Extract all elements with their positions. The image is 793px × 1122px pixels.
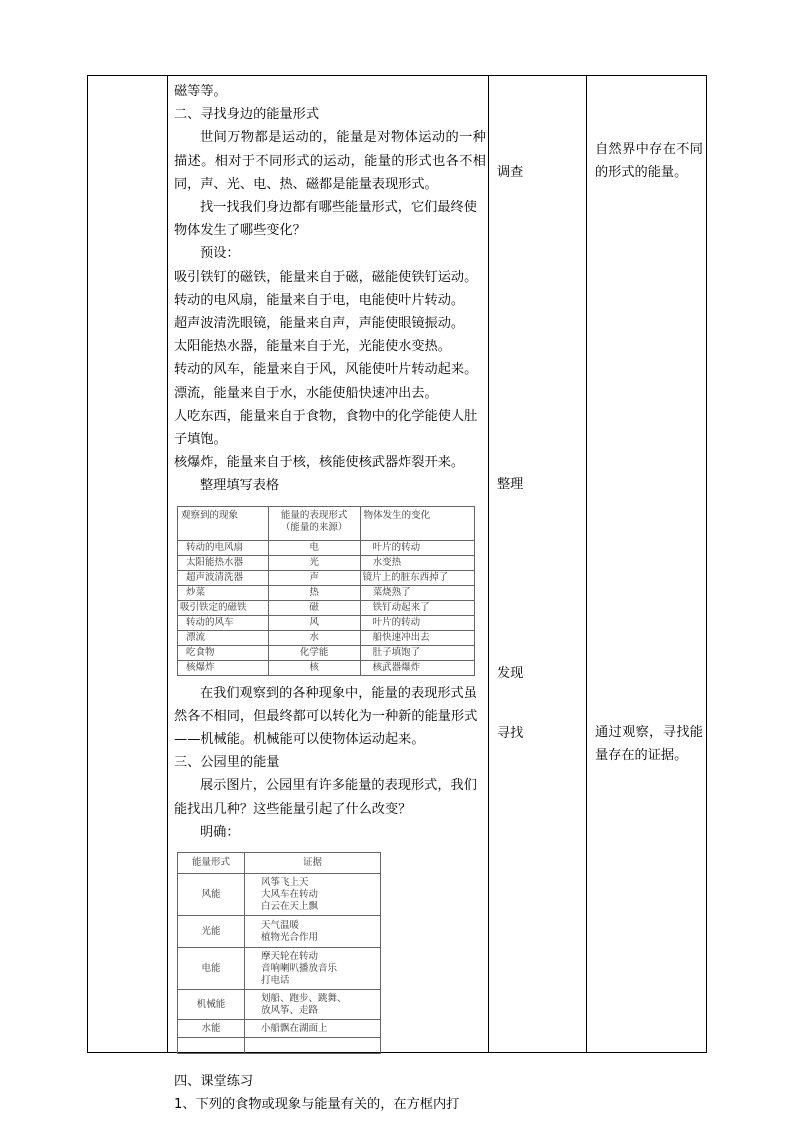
paragraph-3: 在我们观察到的各种现象中，能量的表现形式虽然各不相同，但最终都可以转化为一种新的能量形式——机械能。机械能可以使物体运动起来。 — [174, 685, 478, 748]
goal-text: 通过观察，寻找能量存在的证据。 — [595, 725, 703, 763]
table-cell: 吃食物 — [178, 645, 269, 660]
table-cell: 热 — [268, 585, 360, 600]
section-heading-3: 三、公园里的能量 — [174, 755, 280, 771]
table-header: 物体发生的变化 — [360, 506, 474, 540]
table-cell: 声 — [268, 570, 360, 585]
section-heading-4: 四、课堂练习 — [174, 1074, 254, 1090]
table-cell: 核 — [268, 660, 360, 675]
table-header-text: 能量的表现形式 — [280, 509, 348, 521]
evidence-line: 天气温暖 — [261, 919, 300, 931]
table-cell — [245, 874, 381, 916]
table-cell: 肚子填饱了 — [360, 645, 474, 660]
table-cell — [245, 990, 381, 1020]
activity-discover: 发现 — [497, 666, 524, 681]
table-cell — [245, 916, 381, 948]
evidence-line: 风筝飞上天 — [261, 876, 309, 888]
table-cell: 漂流 — [178, 630, 269, 645]
table-cell: 风能 — [178, 874, 245, 916]
table-cell: 磁 — [268, 600, 360, 615]
table-cell: 超声波清洗器 — [178, 570, 269, 585]
evidence-line: 打电话 — [261, 974, 290, 986]
table-cell: 太阳能热水器 — [178, 555, 269, 570]
table-cell: 铁钉动起来了 — [360, 600, 474, 615]
table-cell: 核爆炸 — [178, 660, 269, 675]
table-cell: 转动的电风扇 — [178, 540, 269, 555]
goal-1 — [595, 138, 703, 184]
table-row — [178, 916, 381, 948]
evidence-line: 放风筝、走路 — [261, 1004, 319, 1016]
table-row — [178, 630, 475, 645]
column-divider-3 — [586, 76, 587, 1052]
table-row — [178, 555, 475, 570]
table-row — [178, 660, 475, 675]
column-divider-2 — [488, 76, 489, 1052]
clarify-label: 明确： — [200, 824, 240, 840]
table-cell: 电 — [268, 540, 360, 555]
table-cell: 水 — [268, 630, 360, 645]
table-cell: 机械能 — [178, 990, 245, 1020]
table-header-row — [178, 853, 381, 874]
continued-text: 磁等等。 — [174, 84, 227, 99]
table-cell: 水变热 — [360, 555, 474, 570]
table-row — [178, 615, 475, 630]
table-cell: 吸引铁定的磁铁 — [178, 600, 269, 615]
evidence-line: 摩天轮在转动 — [261, 950, 319, 962]
table-header: 观察到的现象 — [178, 506, 269, 540]
evidence-line: 大风车在转动 — [261, 888, 319, 900]
activity-survey: 调查 — [497, 165, 524, 180]
table-cell: 光 — [268, 555, 360, 570]
table-row — [178, 600, 475, 615]
table-cell: 风 — [268, 615, 360, 630]
activity-organize: 整理 — [497, 477, 524, 492]
example-line: 转动的风车，能量来自于风，风能使叶片转动起来。 — [174, 362, 478, 378]
example-line: 转动的电风扇，能量来自于电，电能使叶片转动。 — [174, 292, 465, 308]
table-cell: 光能 — [178, 916, 245, 948]
table-cell: 化学能 — [268, 645, 360, 660]
table-cell: 镜片上的脏东西掉了 — [360, 570, 474, 585]
park-energy-table — [177, 852, 381, 1054]
preset-label: 预设： — [200, 246, 240, 262]
energy-observation-table — [177, 506, 475, 676]
table-row — [178, 990, 381, 1020]
example-line: 漂流，能量来自于水，水能使船快速冲出去。 — [174, 385, 438, 401]
table-header: 证据 — [245, 853, 381, 874]
goal-text: 自然界中存在不同的形式的能量。 — [595, 142, 703, 180]
table-caption: 整理填写表格 — [200, 478, 280, 494]
paragraph-4: 展示图片，公园里有许多能量的表现形式，我们能找出几种？这些能量引起了什么改变？ — [174, 778, 477, 817]
evidence-line: 音响喇叭播放音乐 — [261, 962, 338, 974]
table-cell: 叶片的转动 — [360, 615, 474, 630]
table-cell: 菜烧熟了 — [360, 585, 474, 600]
evidence-line: 划船、跑步、跳舞、 — [261, 992, 347, 1004]
section-heading-2: 二、寻找身边的能量形式 — [174, 107, 320, 123]
table-row — [178, 1038, 381, 1054]
table-row — [178, 585, 475, 600]
column-divider-1 — [167, 76, 168, 1052]
table-row — [178, 948, 381, 990]
goal-2 — [595, 721, 703, 767]
evidence-line: 白云在天上飘 — [261, 900, 319, 912]
evidence-line: 植物光合作用 — [261, 931, 319, 943]
table-cell: 炒菜 — [178, 585, 269, 600]
table-header — [268, 506, 360, 540]
paragraph-1: 世间万物都是运动的，能量是对物体运动的一种描述。相对于不同形式的运动，能量的形式也各不相同，声、光、电、热、磁都是能量表现形式。 — [174, 130, 486, 192]
table-cell: 水能 — [178, 1020, 245, 1038]
example-line: 吸引铁钉的磁铁，能量来自于磁，磁能使铁钉运动。 — [174, 269, 478, 285]
table-cell: 核武器爆炸 — [360, 660, 474, 675]
table-cell: 小船飘在湖面上 — [245, 1020, 381, 1038]
table-row — [178, 570, 475, 585]
table-cell — [245, 948, 381, 990]
table-row — [178, 645, 475, 660]
exercise-1: 1、下列的食物或现象与能量有关的，在方框内打 — [174, 1097, 460, 1113]
example-line: 超声波清洗眼镜，能量来自声，声能使眼镜振动。 — [174, 316, 465, 332]
table-cell: 船快速冲出去 — [360, 630, 474, 645]
lesson-table — [87, 75, 707, 1113]
table-cell — [245, 1038, 381, 1054]
table-row — [178, 1020, 381, 1038]
teaching-process-column — [174, 80, 486, 1116]
table-cell: 叶片的转动 — [360, 540, 474, 555]
table-row — [178, 874, 381, 916]
paragraph-2: 找一找我们身边都有哪些能量形式，它们最终使物体发生了哪些变化？ — [174, 200, 477, 239]
table-cell: 电能 — [178, 948, 245, 990]
table-header-row — [178, 506, 475, 540]
example-line: 人吃东西，能量来自于食物，食物中的化学能使人肚子填饱。 — [174, 408, 478, 448]
table-header-subtext: （能量的来源） — [280, 521, 348, 533]
table-cell: 转动的风车 — [178, 615, 269, 630]
example-line: 太阳能热水器，能量来自于光，光能使水变热。 — [174, 339, 451, 355]
activity-find: 寻找 — [497, 726, 524, 741]
table-cell — [178, 1038, 245, 1054]
table-header: 能量形式 — [178, 853, 245, 874]
table-row — [178, 540, 475, 555]
example-line: 核爆炸，能量来自于核，核能使核武器炸裂开来。 — [174, 455, 465, 471]
